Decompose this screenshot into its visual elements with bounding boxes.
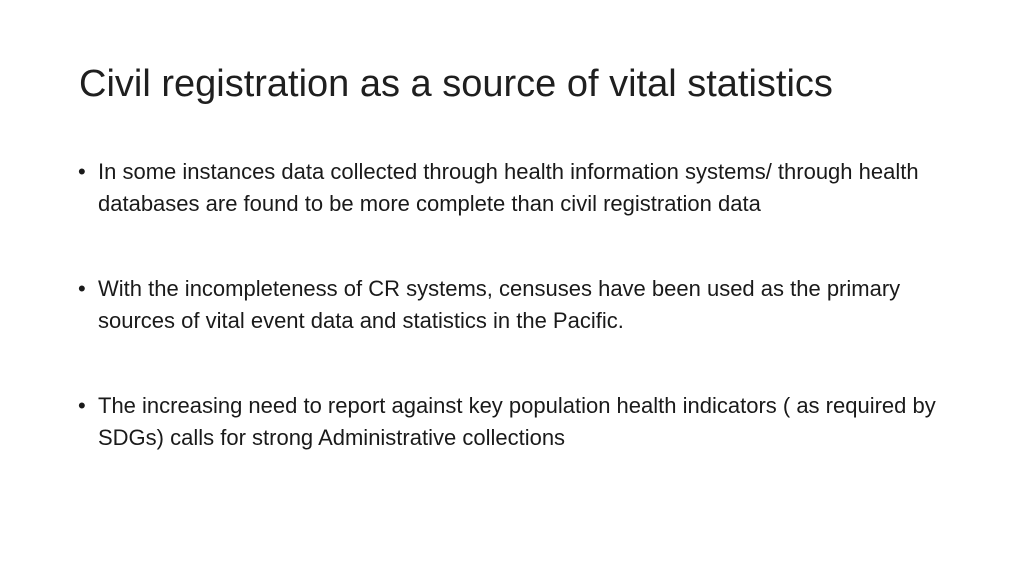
- bullet-item: [76, 156, 956, 220]
- bullet-marker: •: [78, 393, 86, 418]
- bullet-list: [76, 156, 956, 454]
- bullet-item: [76, 273, 956, 337]
- slide-title: Civil registration as a source of vital statistics: [79, 63, 833, 105]
- bullet-text: With the incompleteness of CR systems, censuses have been used as the primary sources of vital event data and statistics in the Pacific.: [98, 276, 901, 333]
- bullet-text: In some instances data collected through health information systems/ through health databases are found to be more complete than civil registration data: [98, 159, 919, 216]
- bullet-item: [76, 390, 956, 454]
- bullet-marker: •: [78, 276, 86, 301]
- bullet-marker: •: [78, 159, 86, 184]
- bullet-text: The increasing need to report against key population health indicators ( as required by SDGs) calls for strong Administrative collections: [98, 393, 936, 450]
